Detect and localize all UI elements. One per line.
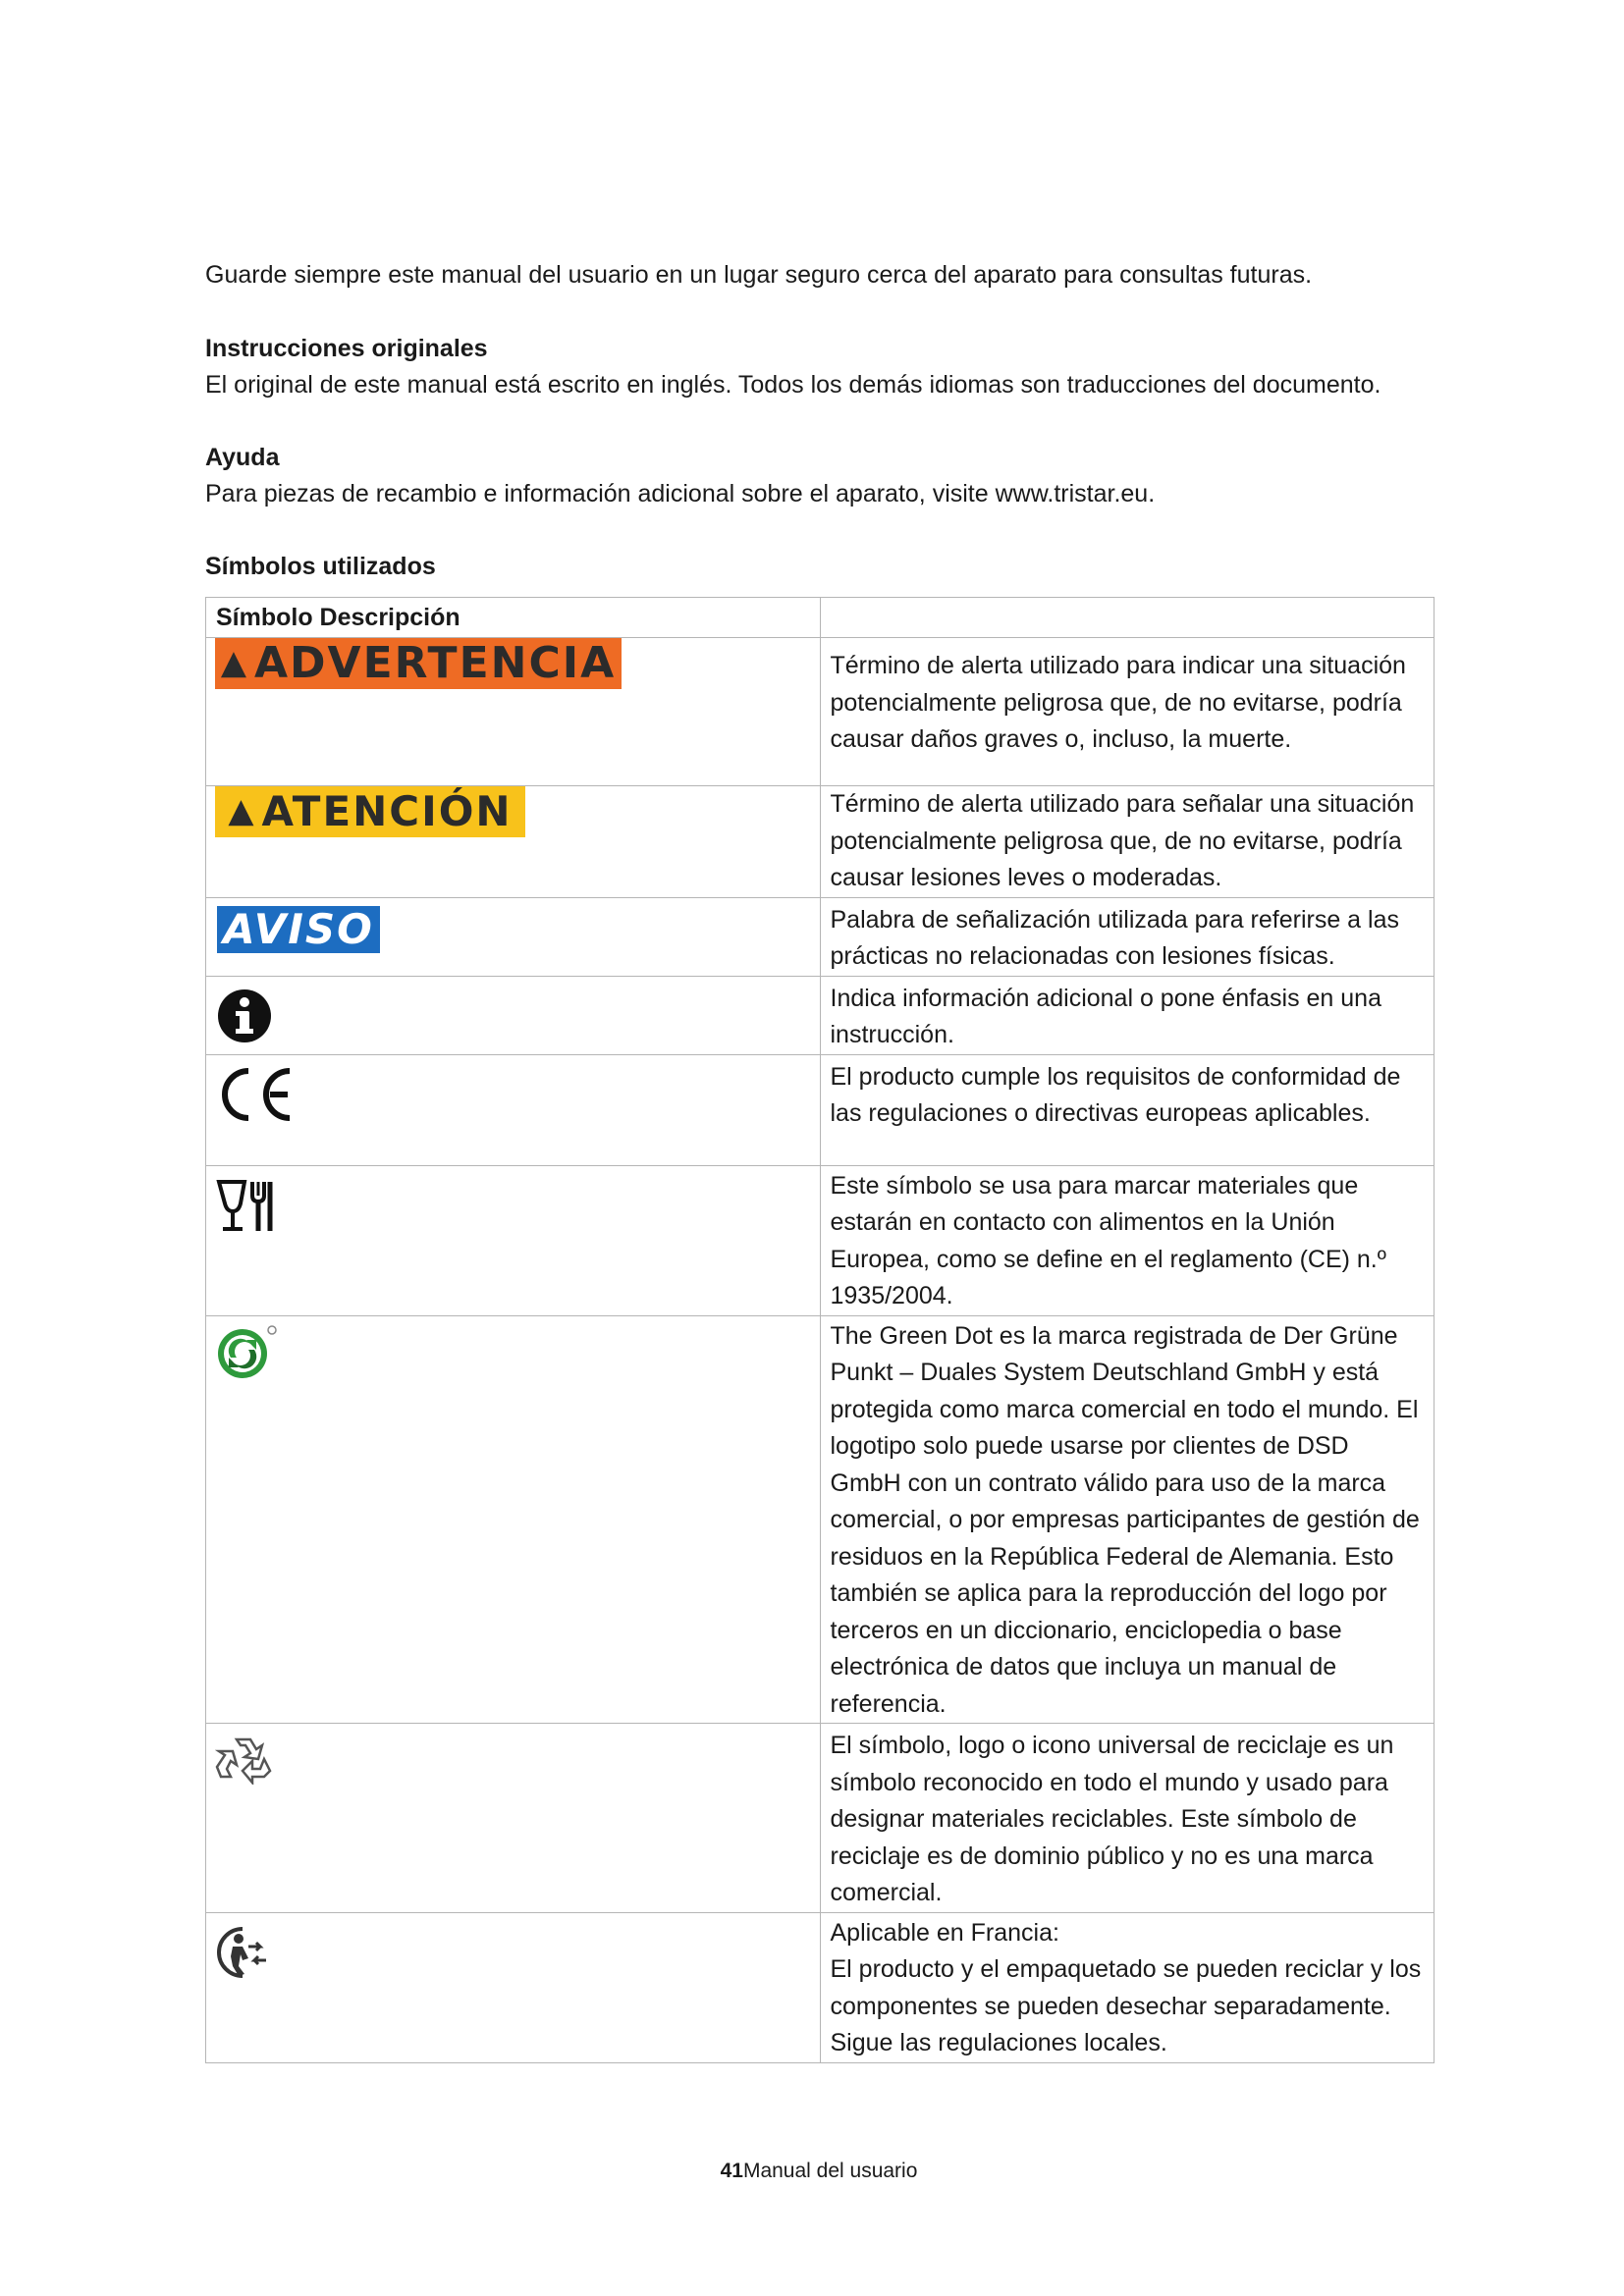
symbol-description: Palabra de señalización utilizada para referirse a las prácticas no relacionadas con lesiones físicas. xyxy=(820,897,1435,976)
help-text: Para piezas de recambio e información adicional sobre el aparato, visite www.tristar.eu. xyxy=(205,480,1156,507)
caution-signal: ▲ ATENCIÓN xyxy=(215,786,525,837)
symbol-description: Este símbolo se usa para marcar materiales que estarán en contacto con alimentos en la Unión Europea, como se define en el reglamento (CE) n.º 1935/2004. xyxy=(820,1165,1435,1315)
help-heading: Ayuda xyxy=(205,444,280,471)
caution-triangle-icon: ▲ xyxy=(228,791,256,831)
warning-triangle-icon: ▲ xyxy=(220,643,248,683)
food-contact-icon xyxy=(215,1176,276,1237)
symbol-description: Término de alerta utilizado para señalar una situación potencialmente peligrosa que, de no evitarse, podría causar lesiones leves o moderadas. xyxy=(820,786,1435,898)
intro-text: Guarde siempre este manual del usuario en un lugar seguro cerca del aparato para consultas futuras. xyxy=(205,261,1313,289)
page-number: 41 xyxy=(720,2160,743,2182)
table-row xyxy=(206,1315,1435,1724)
symbol-description: Indica información adicional o pone énfasis en una instrucción. xyxy=(820,976,1435,1054)
original-instructions-heading: Instrucciones originales xyxy=(205,335,488,362)
symbol-description-line1: Aplicable en Francia: xyxy=(830,1918,1059,1947)
table-row xyxy=(206,1724,1435,1913)
footer-label: Manual del usuario xyxy=(742,2160,918,2182)
table-header-row xyxy=(206,598,1435,638)
ce-mark-icon xyxy=(215,1065,298,1124)
symbols-table xyxy=(205,597,1435,2063)
table-row xyxy=(206,1054,1435,1165)
table-row xyxy=(206,786,1435,898)
original-instructions-text: El original de este manual está escrito en inglés. Todos los demás idiomas son traducciones del documento. xyxy=(205,371,1381,399)
table-row xyxy=(206,638,1435,786)
table-row xyxy=(206,897,1435,976)
recycle-icon xyxy=(215,1734,272,1785)
table-row xyxy=(206,976,1435,1054)
symbol-description: Término de alerta utilizado para indicar una situación potencialmente peligrosa que, de no evitarse, podría causar daños graves o, incluso, la muerte. xyxy=(820,638,1435,786)
table-row xyxy=(206,1165,1435,1315)
green-dot-icon xyxy=(215,1322,280,1381)
triman-icon xyxy=(215,1923,274,1982)
warning-signal: ▲ ADVERTENCIA xyxy=(215,638,622,689)
table-row xyxy=(206,1912,1435,2062)
symbol-description: The Green Dot es la marca registrada de Der Grüne Punkt – Duales System Deutschland GmbH y está protegida como marca comercial en todo el mundo. El logotipo solo puede usarse por clientes de DSD GmbH con un contrato válido para uso de la marca comercial, o por empresas participantes de gestión de residuos en la República Federal de Alemania. Esto también se aplica para la reproducción del logo por terceros en un diccionario, enciclopedia o base electrónica de datos que incluya un manual de referencia. xyxy=(820,1315,1435,1724)
table-header: Símbolo Descripción xyxy=(206,598,821,638)
symbol-description: El símbolo, logo o icono universal de reciclaje es un símbolo reconocido en todo el mundo y usado para designar materiales reciclables. Este símbolo de reciclaje es de dominio público y no es una marca comercial. xyxy=(820,1724,1435,1913)
info-icon xyxy=(215,987,274,1045)
symbol-description: El producto cumple los requisitos de conformidad de las regulaciones o directivas europeas aplicables. xyxy=(820,1054,1435,1165)
symbols-heading: Símbolos utilizados xyxy=(205,553,436,580)
page-footer xyxy=(205,2160,1433,2183)
notice-signal: AVISO xyxy=(215,904,382,955)
symbol-description-body: El producto y el empaquetado se pueden reciclar y los componentes se pueden desechar separadamente. Sigue las regulaciones locales. xyxy=(830,1955,1422,2056)
symbol-description xyxy=(820,1912,1435,2062)
